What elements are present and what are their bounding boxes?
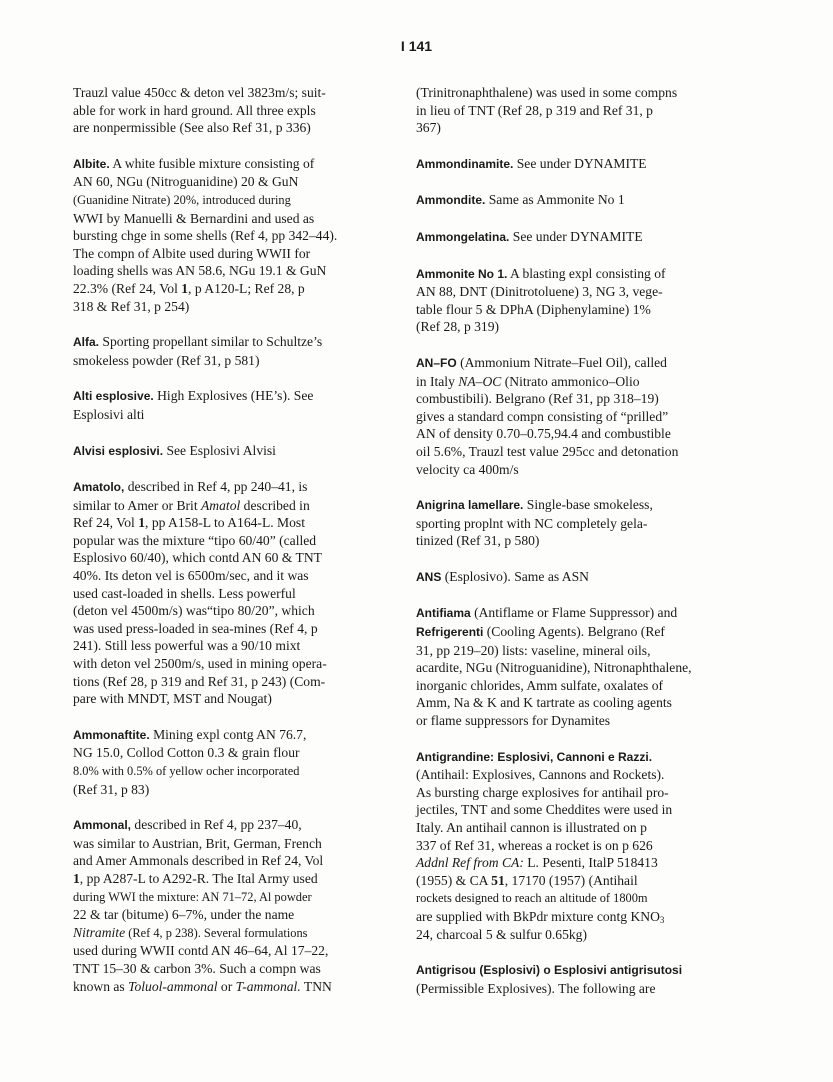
text-segment: described in xyxy=(240,497,310,513)
text-line xyxy=(73,84,411,102)
text-segment: 1 xyxy=(181,280,189,296)
text-segment: See under DYNAMITE xyxy=(509,228,643,244)
text-segment: table flour 5 & DPhA (Diphenylamine) 1% xyxy=(416,301,651,317)
text-segment: known as xyxy=(73,978,129,994)
text-line xyxy=(73,726,411,745)
entry-headword: Amatolo, xyxy=(73,480,125,495)
text-segment: WWI by Manuelli & Bernardini and used as xyxy=(73,210,315,226)
text-line xyxy=(73,119,411,137)
dictionary-entry xyxy=(416,155,754,174)
text-segment: 22.3% (Ref 24, Vol xyxy=(73,280,182,296)
text-line xyxy=(73,906,411,924)
text-segment: (Ref 31, p 83) xyxy=(73,781,150,797)
text-segment: Nitramite xyxy=(73,924,126,940)
text-segment: (Ref 4, p 238). Several formulations xyxy=(125,925,308,940)
text-segment: smokeless powder (Ref 31, p 581) xyxy=(73,352,260,368)
text-segment: Italy. An antihail cannon is illustrated on p xyxy=(416,820,647,835)
text-line xyxy=(416,854,754,872)
text-segment: 24, charcoal 5 & sulfur 0.65kg) xyxy=(416,926,588,942)
text-line xyxy=(73,924,411,943)
text-segment: NG 15.0, Collod Cotton 0.3 & grain flour xyxy=(73,745,300,761)
text-line xyxy=(73,497,411,515)
text-segment: Trauzl value 450cc & deton vel 3823m/s; suit- xyxy=(73,85,326,100)
text-line xyxy=(73,620,411,638)
text-segment: acardite, NGu (Nitroguanidine), Nitronaphthalene, xyxy=(416,660,692,676)
dictionary-entry xyxy=(73,816,411,995)
text-line xyxy=(73,514,411,532)
text-segment: , 17170 (1957) (Antihail xyxy=(504,872,638,888)
dictionary-entry xyxy=(73,478,411,708)
text-segment: 8.0% with 0.5% of yellow ocher incorporated xyxy=(73,764,300,778)
text-line xyxy=(73,245,411,263)
page-number: I 141 xyxy=(400,38,433,54)
dictionary-entry xyxy=(416,568,754,587)
text-segment: similar to Amer or Brit xyxy=(73,497,201,513)
text-segment: Addnl Ref from CA: xyxy=(416,855,524,871)
text-segment: Esplosivo 60/40), which contd AN 60 & TNT xyxy=(73,550,322,566)
text-line xyxy=(416,908,754,926)
text-line xyxy=(416,102,754,120)
text-segment: velocity ca 400m/s xyxy=(416,461,519,477)
text-segment: used cast-loaded in shells. Less powerful xyxy=(73,585,296,601)
text-segment: (Ammonium Nitrate–Fuel Oil), called xyxy=(456,354,667,370)
text-line xyxy=(73,478,411,497)
text-segment: See under DYNAMITE xyxy=(513,155,647,171)
text-line xyxy=(416,801,754,819)
text-line xyxy=(416,515,754,533)
text-segment: (Permissible Explosives). The following are xyxy=(416,980,656,996)
text-segment: Single-base smokeless, xyxy=(523,497,653,513)
text-line xyxy=(416,837,754,855)
text-line xyxy=(416,443,754,461)
text-segment: described in Ref 4, pp 240–41, is xyxy=(124,479,308,495)
text-line xyxy=(73,690,411,708)
text-segment: described in Ref 4, pp 237–40, xyxy=(131,817,302,833)
text-line xyxy=(416,425,754,443)
dictionary-entry xyxy=(73,387,411,423)
text-segment: during WWI the mixture: AN 71–72, Al powder xyxy=(73,889,312,904)
text-segment: Amm, Na & K and K tartrate as cooling agents xyxy=(416,695,672,711)
dictionary-entry xyxy=(73,333,411,369)
text-segment: The compn of Albite used during WWII for xyxy=(73,245,311,261)
text-line xyxy=(73,262,411,280)
entry-headword: Ammonal, xyxy=(73,818,132,833)
text-segment: AN 88, DNT (Dinitrotoluene) 3, NG 3, vege- xyxy=(416,284,663,300)
text-segment: or xyxy=(217,978,236,994)
text-segment: in lieu of TNT (Ref 28, p 319 and Ref 31, p xyxy=(416,102,653,118)
text-line xyxy=(416,748,754,767)
text-line xyxy=(73,888,411,907)
dictionary-entry xyxy=(416,191,754,210)
dictionary-entry xyxy=(73,155,411,315)
text-segment: inorganic chlorides, Amm sulfate, oxalates of xyxy=(416,677,664,693)
dictionary-entry xyxy=(416,265,754,336)
text-segment: 1 xyxy=(138,515,146,531)
entry-headword: Ammonaftite. xyxy=(73,727,150,742)
text-line xyxy=(416,677,754,695)
text-line xyxy=(416,889,754,908)
text-line xyxy=(73,549,411,567)
text-segment: jectiles, TNT and some Cheddites were used in xyxy=(416,802,673,818)
text-segment: able for work in hard ground. All three expls xyxy=(73,102,316,118)
text-segment: (Trinitronaphthalene) was used in some compns xyxy=(416,85,678,100)
text-segment: TNT 15–30 & carbon 3%. Such a compn was xyxy=(73,960,321,976)
text-line xyxy=(73,352,411,370)
text-segment: are nonpermissible (See also Ref 31, p 336) xyxy=(73,120,311,136)
text-segment: pare with MNDT, MST and Nougat) xyxy=(73,691,272,707)
text-segment: As bursting charge explosives for antihail pro- xyxy=(416,784,669,800)
text-line xyxy=(416,568,754,587)
text-segment: A white fusible mixture consisting of xyxy=(109,155,315,171)
text-line xyxy=(416,604,754,623)
text-segment: 51 xyxy=(491,872,505,888)
text-line xyxy=(416,119,754,137)
text-segment: are supplied with BkPdr mixture contg KNO xyxy=(416,908,660,924)
text-segment: AN 60, NGu (Nitroguanidine) 20 & GuN xyxy=(73,174,299,190)
text-segment: combustibili). Belgrano (Ref 31, pp 318–19) xyxy=(416,391,659,407)
text-segment: (Nitrato ammonico–Olio xyxy=(501,373,640,389)
text-segment: High Explosives (HE’s). See xyxy=(153,388,314,404)
entry-headword: Alti esplosive. xyxy=(73,389,154,404)
text-segment: 337 of Ref 31, whereas a rocket is on p 626 xyxy=(416,837,653,853)
text-segment: rockets designed to reach an altitude of 1800m xyxy=(416,891,648,906)
text-segment: 31, pp 219–20) lists: vaseline, mineral oils, xyxy=(416,642,651,658)
text-line xyxy=(73,173,411,191)
text-segment: 241). Still less powerful was a 90/10 mixt xyxy=(73,638,301,654)
text-segment: bursting chge in some shells (Ref 4, pp 342–44). xyxy=(73,228,338,244)
text-line xyxy=(73,210,411,228)
text-line xyxy=(73,762,411,781)
text-line xyxy=(416,694,754,712)
text-line xyxy=(416,283,754,301)
text-segment: 318 & Ref 31, p 254) xyxy=(73,298,190,314)
dictionary-entry xyxy=(416,604,754,729)
text-line xyxy=(73,406,411,424)
dictionary-entry xyxy=(73,726,411,798)
text-segment: Ref 24, Vol xyxy=(73,515,139,531)
dictionary-entry xyxy=(416,748,754,944)
left-column xyxy=(73,84,411,1013)
text-segment: (Guanidine Nitrate) 20%, introduced during xyxy=(73,192,291,207)
text-segment: or flame suppressors for Dynamites xyxy=(416,713,611,729)
text-line xyxy=(73,387,411,406)
entry-headword: Ammondite. xyxy=(416,193,486,208)
text-segment: T-ammonal. xyxy=(235,978,301,994)
entry-headword: Ammongelatina. xyxy=(416,229,510,244)
text-line xyxy=(416,265,754,284)
text-segment: Mining expl contg AN 76.7, xyxy=(149,726,307,742)
text-segment: (Esplosivo). Same as ASN xyxy=(441,568,589,584)
text-line xyxy=(73,442,411,461)
text-segment: See Esplosivi Alvisi xyxy=(163,442,276,458)
text-line xyxy=(416,496,754,515)
text-segment: gives a standard compn consisting of “prilled” xyxy=(416,408,669,424)
text-segment: A blasting expl consisting of xyxy=(507,265,666,281)
text-line xyxy=(73,585,411,603)
text-segment: 40%. Its deton vel is 6500m/sec, and it was xyxy=(73,568,309,584)
text-segment: , pp A287-L to A292-R. The Ital Army used xyxy=(79,870,318,886)
text-line xyxy=(416,926,754,944)
text-line xyxy=(73,942,411,960)
text-segment: (Ref 28, p 319) xyxy=(416,319,500,335)
text-segment: Same as Ammonite No 1 xyxy=(485,192,625,208)
text-line xyxy=(73,816,411,835)
text-segment: , p A120-L; Ref 28, p xyxy=(188,280,305,296)
text-segment: 3 xyxy=(659,914,665,925)
text-line xyxy=(416,766,754,784)
text-segment: loading shells was AN 58.6, NGu 19.1 & GuN xyxy=(73,263,327,279)
entry-headword: Refrigerenti xyxy=(416,625,484,640)
entry-headword: Anigrina lamellare. xyxy=(416,498,524,513)
text-line xyxy=(416,980,754,998)
text-segment: TNN xyxy=(300,978,332,994)
text-line xyxy=(416,390,754,408)
text-segment: oil 5.6%, Trauzl test value 295cc and detonation xyxy=(416,443,679,459)
entry-headword: AN–FO xyxy=(416,355,457,370)
text-line xyxy=(73,960,411,978)
text-line xyxy=(73,744,411,762)
text-line xyxy=(416,659,754,677)
text-segment: and Amer Ammonals described in Ref 24, Vol xyxy=(73,853,324,869)
text-segment: (deton vel 4500m/s) was“tipo 80/20”, which xyxy=(73,603,315,619)
text-line xyxy=(416,712,754,730)
entry-headword: Alvisi esplosivi. xyxy=(73,443,164,458)
dictionary-entry xyxy=(416,228,754,247)
text-segment: with deton vel 2500m/s, used in mining opera- xyxy=(73,656,327,672)
text-line xyxy=(416,155,754,174)
text-line xyxy=(416,532,754,550)
dictionary-entry xyxy=(416,961,754,997)
text-line xyxy=(416,461,754,479)
dictionary-entry xyxy=(73,84,411,137)
text-line xyxy=(416,228,754,247)
text-line xyxy=(73,155,411,174)
text-line xyxy=(73,532,411,550)
text-line xyxy=(416,408,754,426)
text-segment: 367) xyxy=(416,120,441,136)
text-line xyxy=(73,978,411,996)
text-segment: NA–OC xyxy=(458,373,502,389)
text-segment: Toluol-ammonal xyxy=(128,978,218,994)
text-line xyxy=(416,623,754,642)
text-line xyxy=(73,602,411,620)
entry-headword: Ammonite No 1. xyxy=(416,266,508,281)
text-segment: AN of density 0.70–0.75,94.4 and combustible xyxy=(416,426,671,442)
text-segment: was used press-loaded in sea-mines (Ref 4, p xyxy=(73,620,318,636)
text-line xyxy=(73,870,411,888)
dictionary-entry xyxy=(416,496,754,550)
text-line xyxy=(73,852,411,870)
dictionary-entry xyxy=(416,84,754,137)
text-segment: 22 & tar (bitume) 6–7%, under the name xyxy=(73,907,295,923)
text-segment: was similar to Austrian, Brit, German, French xyxy=(73,835,322,851)
text-line xyxy=(416,318,754,336)
text-segment: (Antiflame or Flame Suppressor) and xyxy=(470,605,678,621)
text-segment: (Antihail: Explosives, Cannons and Rockets). xyxy=(416,767,665,783)
text-line xyxy=(416,84,754,102)
text-line xyxy=(416,354,754,373)
text-segment: 1 xyxy=(73,870,80,886)
entry-headword: Antigrisou (Esplosivi) o Esplosivi antigrisutosi xyxy=(416,963,683,978)
text-segment: popular was the mixture “tipo 60/40” (called xyxy=(73,532,317,548)
text-segment: tions (Ref 28, p 319 and Ref 31, p 243) (Com- xyxy=(73,673,326,689)
text-line xyxy=(416,191,754,210)
text-segment: Amatol xyxy=(201,497,241,513)
text-line xyxy=(416,373,754,391)
text-line xyxy=(73,227,411,245)
text-line xyxy=(73,781,411,799)
text-line xyxy=(416,784,754,802)
text-line xyxy=(73,191,411,210)
text-line xyxy=(416,819,754,837)
text-segment: (1955) & CA xyxy=(416,872,492,888)
entry-headword: Antifiama xyxy=(416,606,471,621)
text-line xyxy=(73,567,411,585)
text-line xyxy=(73,637,411,655)
text-segment: (Cooling Agents). Belgrano (Ref xyxy=(483,624,665,640)
entry-headword: Ammondinamite. xyxy=(416,156,514,171)
text-line xyxy=(416,961,754,980)
text-line xyxy=(73,298,411,316)
text-line xyxy=(73,673,411,691)
entry-headword: Albite. xyxy=(73,156,110,171)
text-line xyxy=(416,301,754,319)
text-segment: L. Pesenti, ItalP 518413 xyxy=(523,855,658,871)
dictionary-entry xyxy=(73,442,411,461)
text-line xyxy=(73,102,411,120)
text-line xyxy=(73,333,411,352)
text-line xyxy=(416,642,754,660)
text-segment: Esplosivi alti xyxy=(73,406,145,422)
entry-headword: Antigrandine: Esplosivi, Cannoni e Razzi. xyxy=(416,749,653,764)
text-segment: in Italy xyxy=(416,373,459,389)
right-column xyxy=(416,84,754,1015)
text-segment: sporting proplnt with NC completely gela- xyxy=(416,515,648,531)
text-segment: tinized (Ref 31, p 580) xyxy=(416,533,540,549)
text-line xyxy=(416,872,754,890)
text-segment: Sporting propellant similar to Schultze’s xyxy=(99,334,323,350)
text-segment: , pp A158-L to A164-L. Most xyxy=(145,515,305,531)
text-line xyxy=(73,280,411,298)
dictionary-entry xyxy=(416,354,754,478)
text-line xyxy=(73,835,411,853)
text-line xyxy=(73,655,411,673)
text-segment: used during WWII contd AN 46–64, Al 17–22, xyxy=(73,943,329,959)
entry-headword: ANS xyxy=(416,569,442,584)
entry-headword: Alfa. xyxy=(73,335,100,350)
